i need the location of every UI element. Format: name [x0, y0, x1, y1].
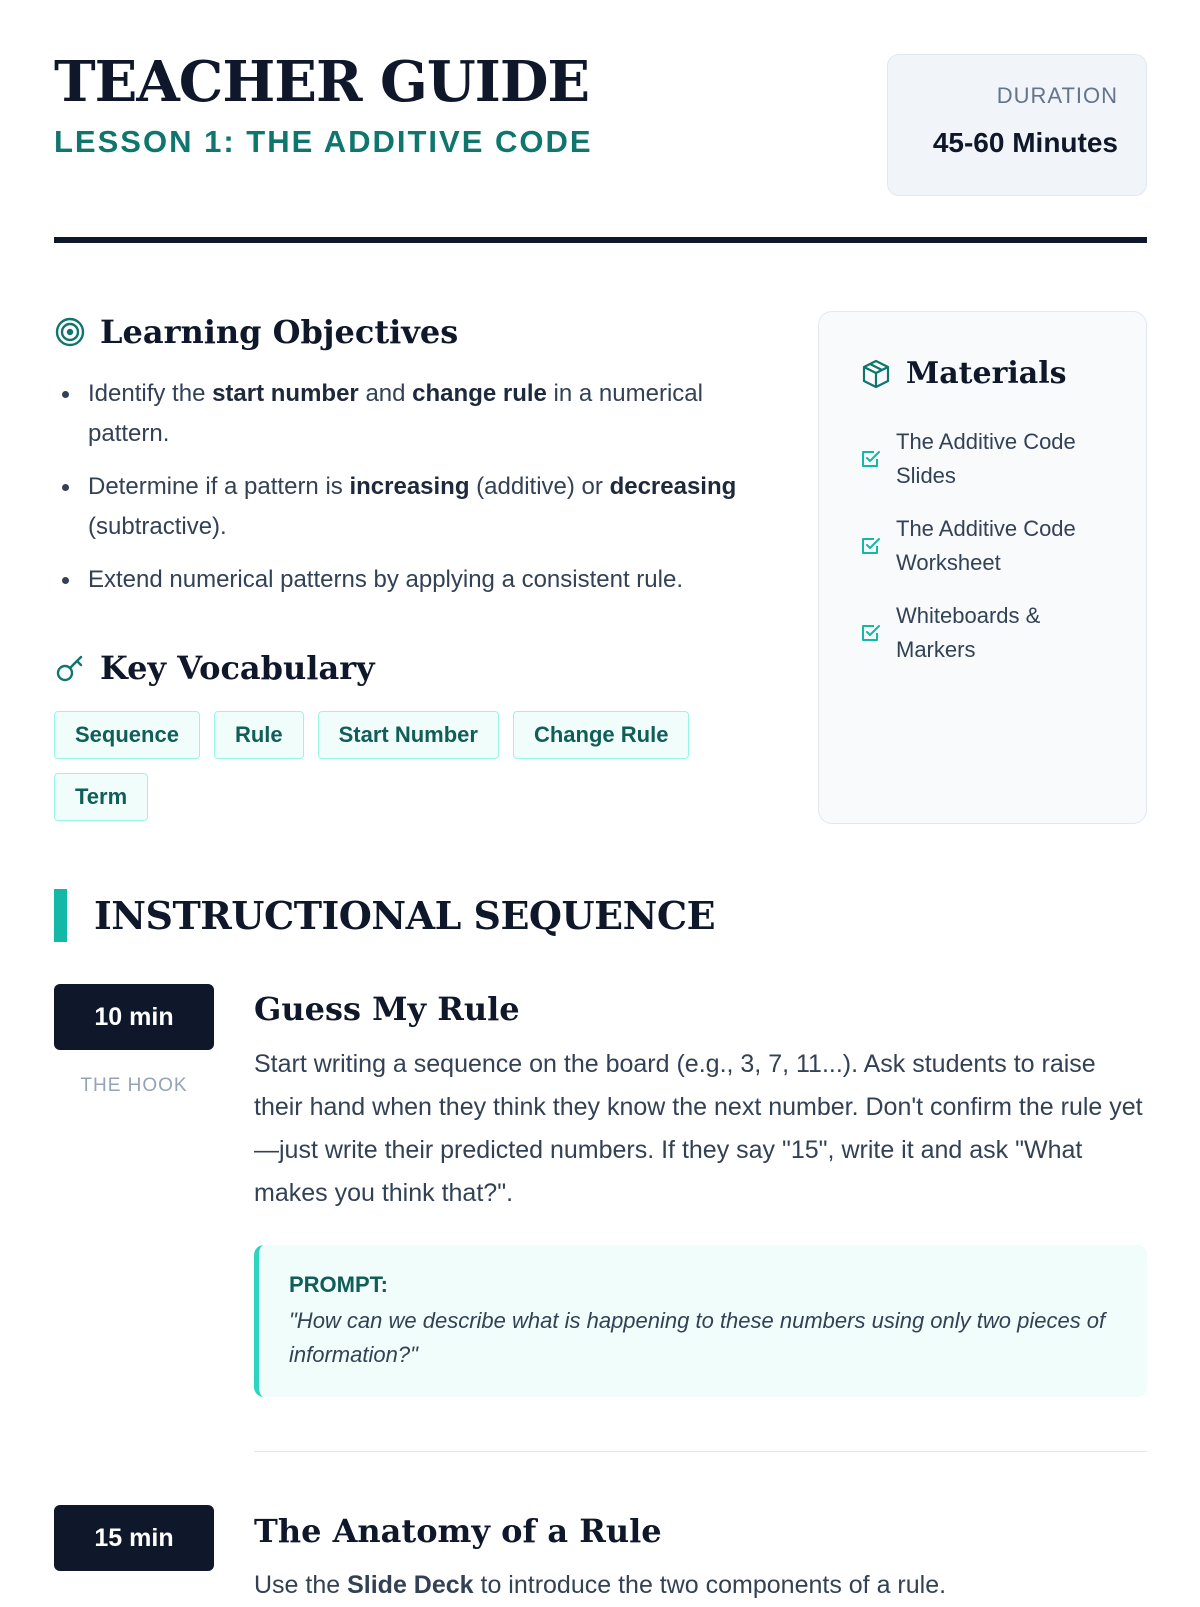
materials-card [818, 311, 1147, 824]
objectives-list [54, 374, 784, 613]
lesson-subtitle: LESSON 1: THE ADDITIVE CODE [54, 124, 593, 159]
vocabulary-chip: Rule [214, 711, 304, 759]
step-time-badge: 15 min [54, 1505, 214, 1571]
text-fragment: Determine if a pattern is [88, 473, 350, 500]
material-item [860, 425, 1126, 493]
vocabulary-chip: Sequence [54, 711, 200, 759]
step-description [254, 1564, 1147, 1607]
vocabulary-chips [54, 711, 754, 821]
learning-objectives-title: Learning Objectives [100, 313, 459, 351]
package-icon [860, 358, 892, 390]
instructional-sequence-heading [54, 889, 715, 942]
prompt-label: PROMPT: [289, 1272, 388, 1297]
page-title: TEACHER GUIDE [54, 49, 590, 115]
step-description: Start writing a sequence on the board (e.g., 3, 7, 11...). Ask students to raise their hand when they think they know the next number. Don't confirm the rule yet—just write their predicted numbers. If they say "15", write it and ask "What makes you think that?". [254, 1050, 1143, 1207]
key-icon [54, 652, 86, 684]
key-vocabulary-heading [54, 649, 375, 687]
step-phase-label: THE HOOK [80, 1075, 188, 1096]
key-vocabulary-title: Key Vocabulary [100, 649, 375, 687]
instructional-sequence-title: INSTRUCTIONAL SEQUENCE [94, 893, 716, 938]
emphasized-text: decreasing [609, 473, 737, 500]
text-fragment: Identify the [88, 380, 213, 407]
text-fragment: Use the [254, 1571, 348, 1599]
objective-item [54, 374, 784, 454]
emphasized-text: change rule [412, 380, 547, 407]
checkbox-checked-icon [860, 535, 882, 557]
text-fragment: Extend numerical patterns by applying a consistent rule. [88, 566, 683, 593]
materials-list [860, 425, 1126, 667]
teacher-guide-page [54, 0, 1147, 1600]
checkbox-checked-icon [860, 622, 882, 644]
checkbox-checked-icon [860, 448, 882, 470]
vocabulary-chip: Term [54, 773, 148, 821]
material-label: Whiteboards & Markers [896, 603, 1041, 662]
prompt-callout [254, 1245, 1147, 1397]
prompt-text: "How can we describe what is happening to these numbers using only two pieces of information?" [289, 1308, 1106, 1367]
material-item [860, 599, 1126, 667]
learning-objectives-heading [54, 313, 458, 351]
emphasized-text: increasing [349, 473, 470, 500]
materials-heading [860, 356, 1126, 391]
step-title: Guess My Rule [254, 990, 520, 1028]
duration-label: DURATION [996, 83, 1118, 108]
text-fragment: (additive) or [469, 473, 610, 500]
text-fragment: (subtractive). [88, 513, 227, 540]
material-label: The Additive Code Slides [896, 429, 1076, 488]
step-time-badge: 10 min [54, 984, 214, 1050]
emphasized-text: Slide Deck [347, 1571, 474, 1599]
section-accent-bar [54, 889, 67, 942]
materials-title: Materials [906, 356, 1067, 391]
material-label: The Additive Code Worksheet [896, 516, 1076, 575]
header-divider [54, 237, 1147, 243]
target-icon [54, 316, 86, 348]
vocabulary-chip: Start Number [318, 711, 499, 759]
step-title: The Anatomy of a Rule [254, 1512, 662, 1550]
duration-card [887, 54, 1147, 196]
step-divider [254, 1451, 1147, 1452]
duration-value: 45-60 Minutes [932, 127, 1118, 158]
emphasized-text: start number [212, 380, 359, 407]
text-fragment: and [358, 380, 413, 407]
text-fragment: in a numerical pattern. [88, 380, 703, 447]
vocabulary-chip: Change Rule [513, 711, 689, 759]
material-item [860, 512, 1126, 580]
objective-item [54, 560, 784, 600]
text-fragment: to introduce the two components of a rule. [473, 1571, 947, 1599]
objective-item [54, 467, 784, 547]
